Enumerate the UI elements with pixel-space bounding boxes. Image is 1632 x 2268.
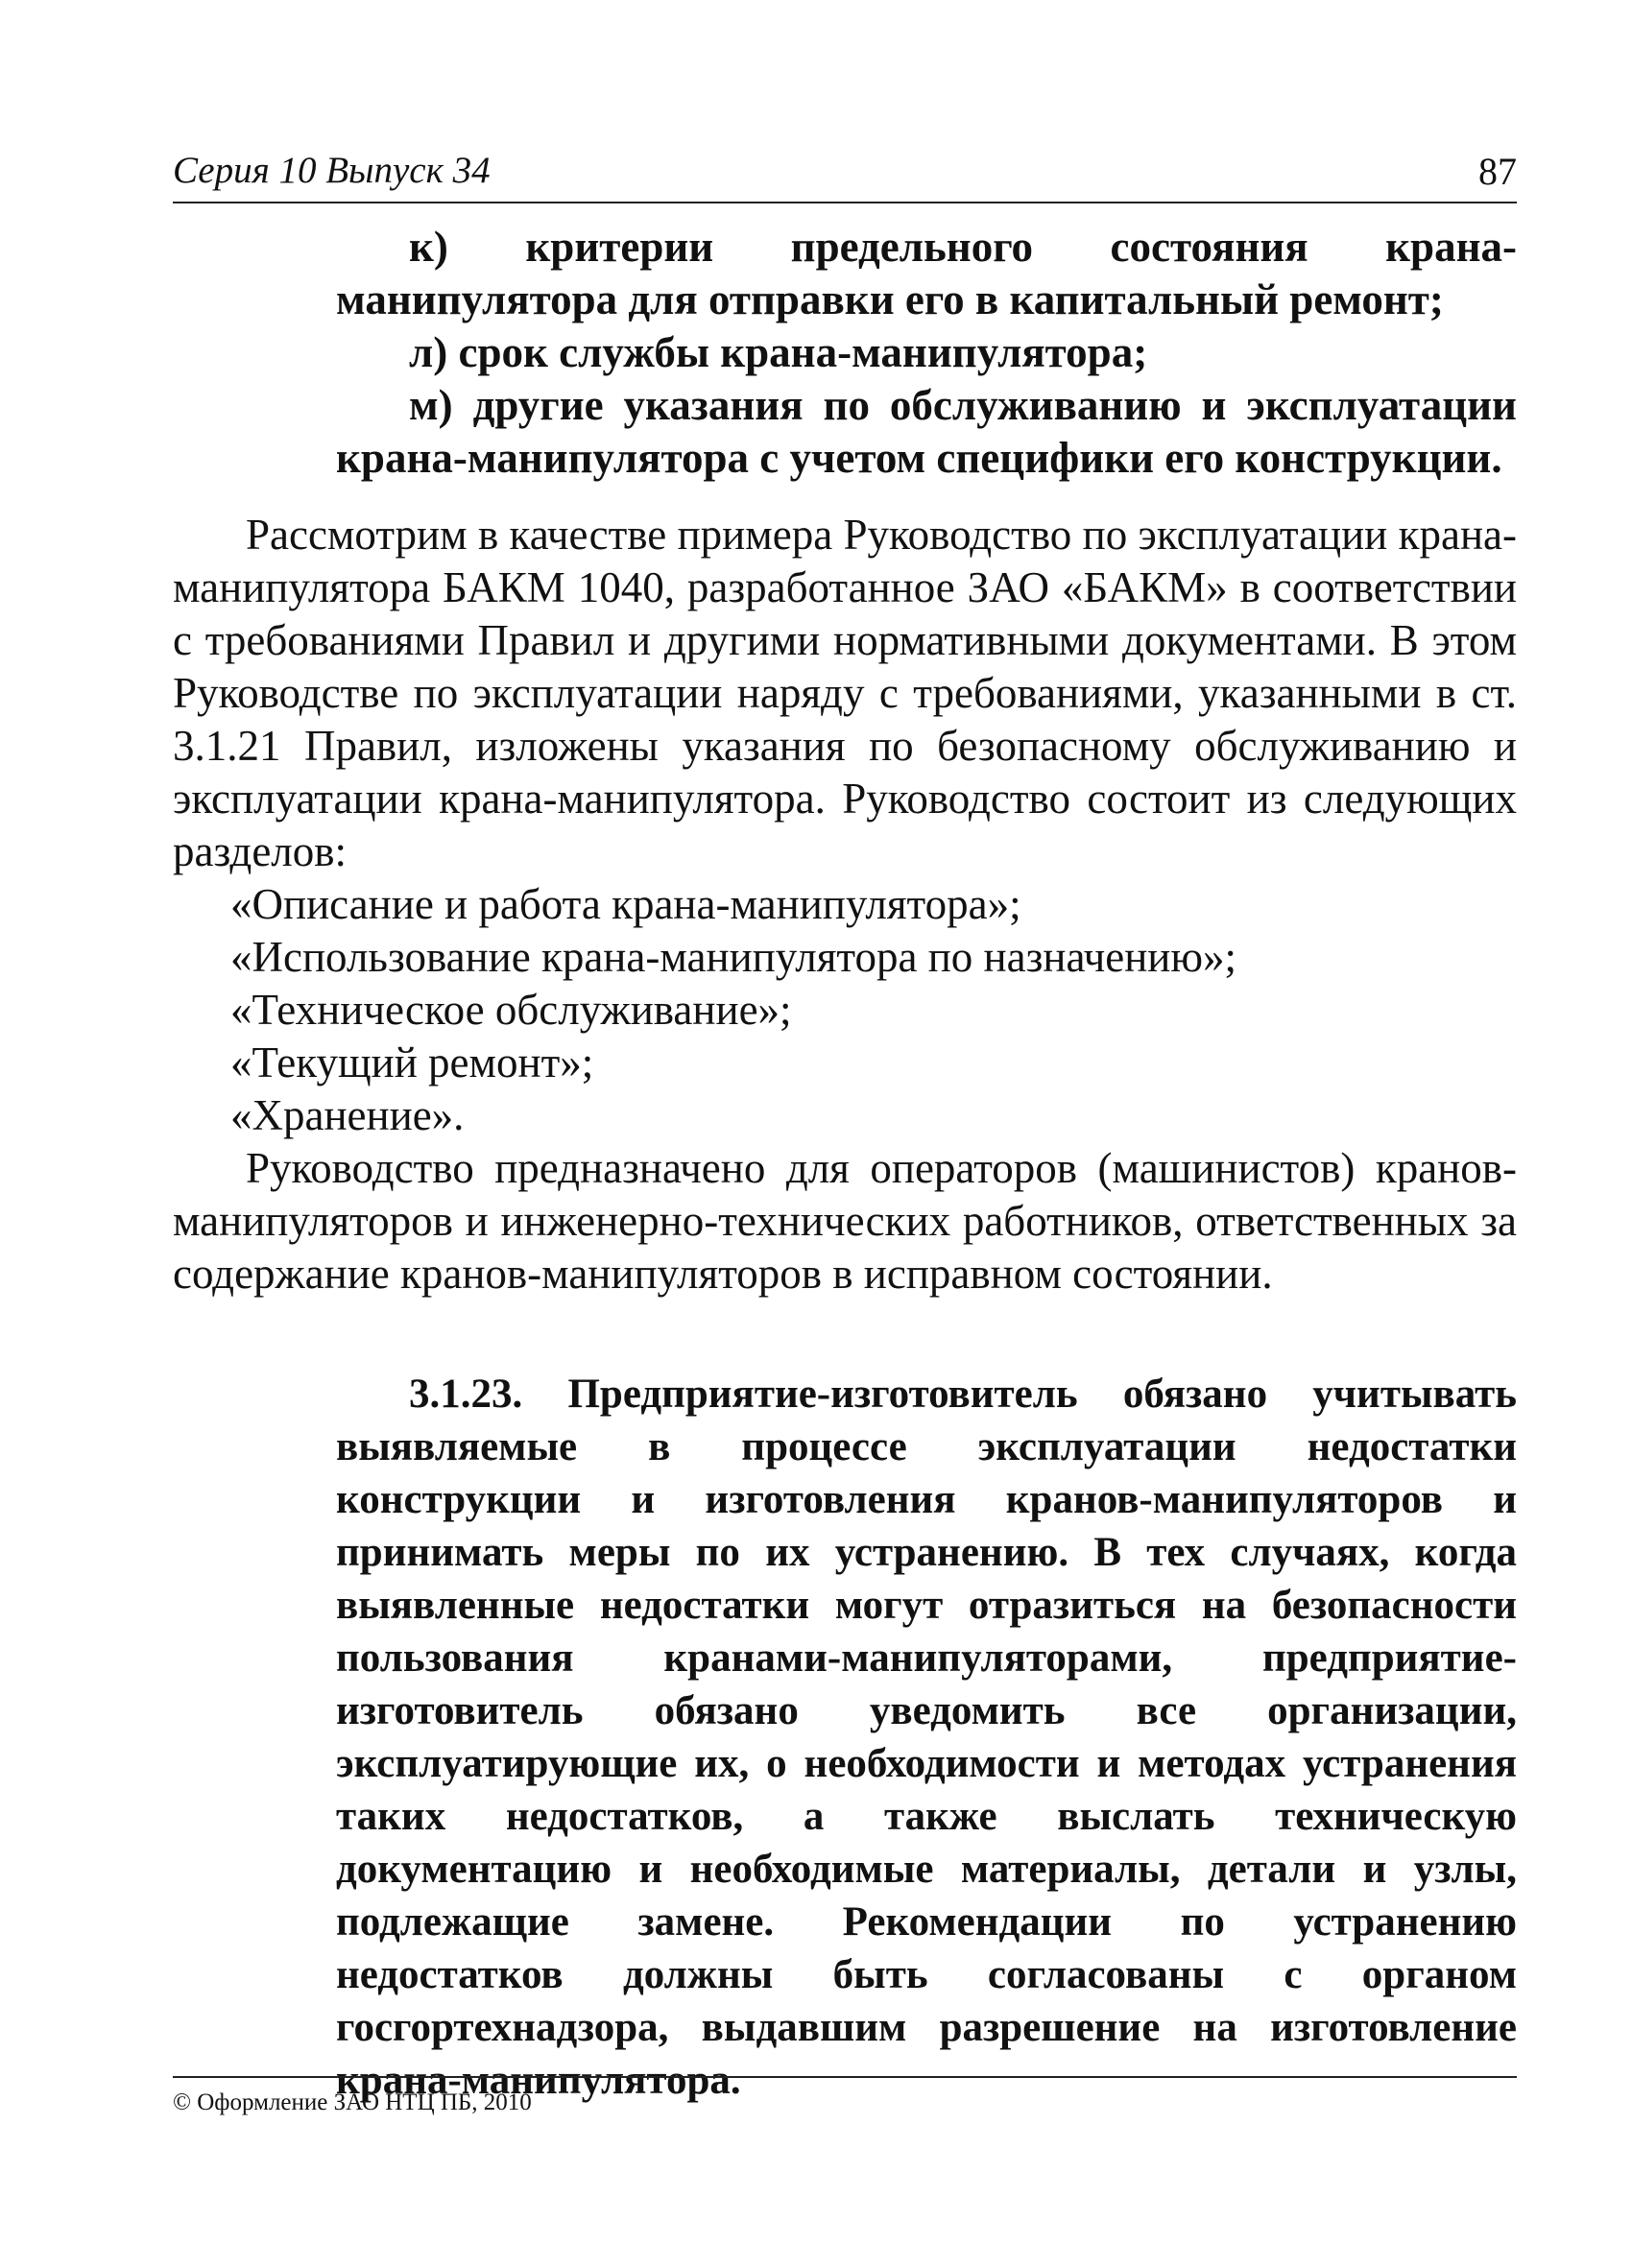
list-item-m: м) другие указания по обслуживанию и эксплуатации крана-манипулятора с учетом специфики его конструкции. — [336, 381, 1517, 482]
list-item-l: л) срок службы крана-манипулятора; — [409, 328, 1148, 376]
section-item: «Техническое обслуживание»; — [230, 986, 792, 1034]
copyright-footer: © Оформление ЗАО НТЦ ПБ, 2010 — [173, 2089, 532, 2115]
body-text — [173, 509, 1517, 1301]
page-number: 87 — [1478, 150, 1517, 193]
section-3-1-23-text: 3.1.23. Предприятие-изготовитель обязано учитывать выявляемые в процессе эксплуатации недостатки конструкции и изготовления кранов-манипуляторов и принимать меры по их устранению. В тех случаях, когда выявленные недостатки могут отразиться на безопасности пользования кранами-манипуляторами, предприятие-изготовитель обязано уведомить все организации, эксплуатирующие их, о необходимости и методах устранения таких недостатков, а также выслать техническую документацию и необходимые материалы, детали и узлы, подлежащие замене. Рекомендации по устранению недостатков должны быть согласованы с органом госгортехнадзора, выдавшим разрешение на изготовление крана-манипулятора. — [336, 1372, 1517, 2103]
section-item: «Описание и работа крана-манипулятора»; — [230, 880, 1021, 928]
intro-paragraph: Рассмотрим в качестве примера Руководство по эксплуатации крана-манипулятора БАКМ 1040, разработанное ЗАО «БАКМ» в соответствии с требованиями Правил и другими нормативными документами. В этом Руководстве по эксплуатации наряду с требованиями, указанными в ст. 3.1.21 Правил, изложены указания по безопасному обслуживанию и эксплуатации крана-манипулятора. Руководство состоит из следующих разделов: — [173, 511, 1517, 875]
manual-sections-list — [173, 878, 1517, 1142]
purpose-paragraph: Руководство предназначено для операторов (машинистов) кранов-манипуляторов и инженерно-технических работников, ответственных за содержание кранов-манипуляторов в исправном состоянии. — [173, 1144, 1517, 1298]
running-header — [173, 144, 1517, 203]
section-3-1-23 — [336, 1368, 1517, 2107]
footer-divider — [173, 2076, 1517, 2078]
series-title: Серия 10 Выпуск 34 — [173, 150, 491, 191]
section-item: «Хранение». — [230, 1091, 465, 1139]
section-item: «Использование крана-манипулятора по назначению»; — [230, 933, 1237, 981]
requirements-list — [336, 221, 1517, 485]
section-item: «Текущий ремонт»; — [230, 1039, 594, 1086]
list-item-k: к) критерии предельного состояния крана-манипулятора для отправки его в капитальный ремонт; — [336, 223, 1517, 323]
